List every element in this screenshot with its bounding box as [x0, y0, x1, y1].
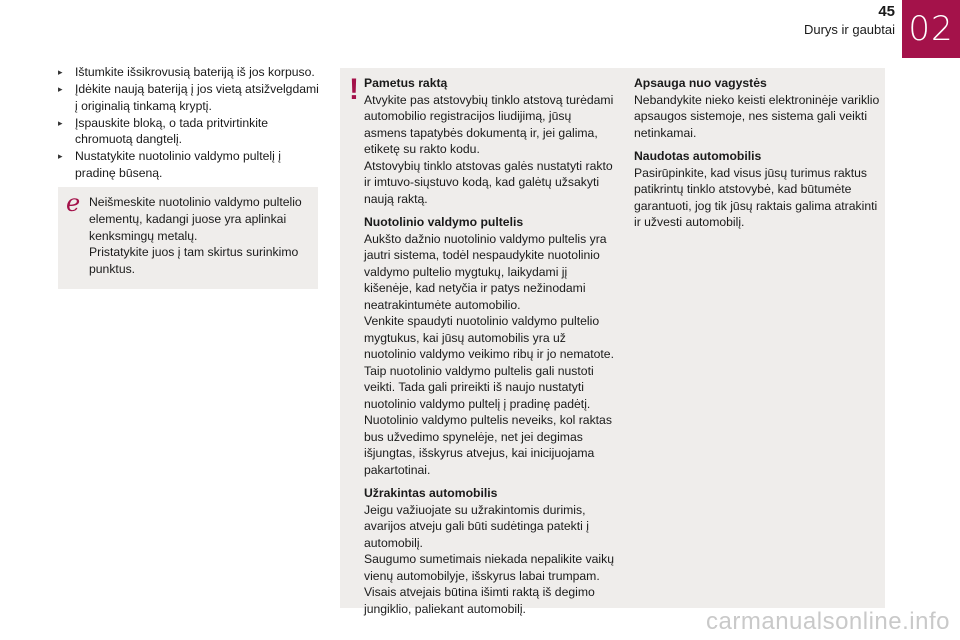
step-list — [58, 64, 320, 182]
step-text: Įdėkite naują bateriją į jos vietą atsižvelgdami į originalią tinkamą kryptį. — [75, 82, 319, 113]
section-body: Aukšto dažnio nuotolinio valdymo pultelis yra jautri sistema, todėl nespaudykite nuotolinio valdymo pultelio mygtukų, laikydami jį kišenėje, kad netyčia ir patys nežinodami neatrakintumėte automobilio. Venkite spaudyti nuotolinio valdymo pultelio mygtukus, kai jūsų automobilis yra už nuotolinio valdymo veikimo ribų ir jo nematote. Taip nuotolinio valdymo pultelis gali nustoti veikti. Tada gali prireikti iš naujo nustatyti nuotolinio valdymo pultelį į pradinę padėtį. Nuotolinio valdymo pultelis neveiks, kol raktas bus užvedimo spynelėje, net jei degimas išjungtas, išskyrus atvejus, kai inicijuojama pakartotinai. — [364, 231, 614, 477]
section-body: Jeigu važiuojate su užrakintomis durimis, avarijos atveju gali būti sudėtinga patekti į automobilį. Saugumo sumetimais niekada nepalikite vaikų vienų automobilyje, išskyrus labai trumpam. Visais atvejais būtina išimti raktą iš degimo jungiklio, paliekant automobilį. — [364, 502, 614, 616]
section-body: Nebandykite nieko keisti elektroninėje variklio apsaugos sistemoje, nes sistema gali veikti netinkamai. — [634, 92, 880, 140]
environment-icon: e — [66, 189, 81, 217]
list-item — [58, 148, 320, 182]
warning-icon: ! — [349, 73, 359, 106]
section-heading: Pametus raktą — [364, 76, 448, 90]
list-item — [58, 64, 320, 81]
warning-section — [364, 485, 617, 617]
warning-column-left — [364, 75, 617, 624]
arrow-bullet-icon: ▸ — [58, 151, 63, 162]
list-item — [58, 115, 320, 149]
warning-section — [634, 148, 880, 231]
warning-column-right — [634, 75, 880, 238]
step-text: Ištumkite išsikrovusią bateriją iš jos korpuso. — [75, 65, 315, 79]
list-item — [58, 81, 320, 115]
arrow-bullet-icon: ▸ — [58, 67, 63, 77]
section-heading: Naudotas automobilis — [634, 149, 762, 163]
instruction-column — [58, 64, 320, 182]
step-text: Įspauskite bloką, o tada pritvirtinkite chromuotą dangtelį. — [75, 115, 269, 147]
chapter-tab: 02 — [902, 0, 960, 58]
environment-note-box — [58, 187, 318, 289]
arrow-bullet-icon: ▸ — [58, 117, 63, 128]
warning-panel — [340, 68, 885, 616]
warning-section — [364, 75, 617, 207]
warning-section — [364, 214, 617, 478]
section-body: Pasirūpinkite, kad visus jūsų turimus raktus patikrintų tinklo atstovybė, kad būtumėte garantuoti, jog tik jūsų raktais galima atrakinti ir užvesti automobilį. — [634, 165, 878, 229]
arrow-bullet-icon: ▸ — [58, 84, 63, 94]
warning-section — [634, 75, 880, 141]
step-text: Nustatykite nuotolinio valdymo pultelį į pradinę būseną. — [75, 149, 281, 180]
watermark: carmanualsonline.info — [706, 608, 950, 635]
section-title: Durys ir gaubtai — [803, 22, 895, 37]
note-text: Neišmeskite nuotolinio valdymo pultelio elementų, kadangi juose yra aplinkai kenksmingų metalų. Pristatykite juos į tam skirtus surinkimo punktus. — [89, 195, 302, 277]
page-number: 45 — [878, 3, 895, 20]
section-body: Atvykite pas atstovybių tinklo atstovą turėdami automobilio registracijos liudijimą, jūsų asmens tapatybės dokumentą ir, jei galima, etiketę su rakto kodu. Atstovybių tinklo atstovas galės nustatyti rakto ir imtuvo-siųstuvo kodą, kad galėtų užsakyti naują raktą. — [364, 92, 614, 206]
section-heading: Apsauga nuo vagystės — [634, 76, 767, 90]
section-heading: Užrakintas automobilis — [364, 486, 498, 500]
section-heading: Nuotolinio valdymo pultelis — [364, 215, 524, 229]
